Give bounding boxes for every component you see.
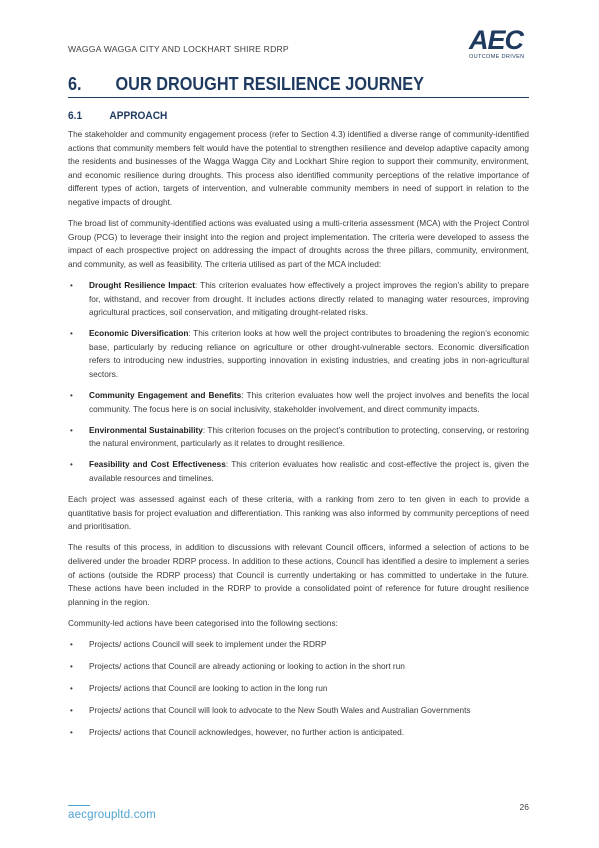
criterion-text: : This criterion evaluates how well the project involves and benefits the local community. The focus here is on social inclusivity, stakeholder involvement, and direct community impacts. [89, 390, 529, 414]
list-item [68, 682, 529, 696]
section-heading [68, 73, 473, 95]
criterion-text: : This criterion looks at how well the project contributes to broadening the region’s economic base, particularly by reducing reliance on agriculture or other drought-vulnerable sectors. Economic diversification refers to introducing new industries, supporting innovation in existing industries, and creating jobs in non-agricultural sectors. [89, 328, 529, 379]
criterion-term: Drought Resilience Impact [89, 279, 196, 290]
category-text: Projects/ actions that Council acknowledges, however, no further action is anticipated. [89, 727, 404, 738]
category-text: Projects/ actions that Council are already actioning or looking to action in the short run [89, 661, 405, 672]
list-item [68, 424, 529, 451]
list-item [68, 704, 529, 718]
running-header: WAGGA WAGGA CITY AND LOCKHART SHIRE RDRP [68, 44, 289, 54]
paragraph: Community-led actions have been categorised into the following sections: [68, 617, 338, 628]
criterion-term: Environmental Sustainability [89, 424, 203, 435]
logo-tagline: OUTCOME DRIVEN [469, 54, 525, 60]
bullet-icon: • [70, 706, 73, 716]
category-text: Projects/ actions that Council are looking to action in the long run [89, 683, 328, 694]
bullet-icon: • [70, 329, 73, 339]
bullet-icon: • [70, 391, 73, 401]
bullet-icon: • [70, 460, 73, 470]
criterion-text: : This criterion focuses on the project’s contribution to protecting, conserving, or restoring the natural environment, particularly as it relates to drought resilience. [89, 424, 529, 449]
body-content [68, 128, 529, 748]
bullet-icon: • [70, 684, 73, 694]
logo-mark: AEC [469, 25, 524, 55]
category-text: Projects/ actions Council will seek to implement under the RDRP [89, 639, 327, 649]
list-item [68, 458, 529, 485]
list-item [68, 389, 529, 416]
subsection-number: 6.1 [68, 110, 83, 122]
subsection-title: APPROACH [109, 110, 168, 122]
list-item [68, 726, 529, 740]
bullet-icon: • [70, 728, 73, 738]
paragraph: The stakeholder and community engagement process (refer to Section 4.3) identified a diverse range of community-identified actions that community members felt would have the potential to strengthen resilience and develop adaptive capacity among the residents and businesses of the Wagga Wagga City and Lockhart Shire region to support their community, environment, and economic resilience during droughts. This process also identified community perceptions of the relative importance of different types of action, targets of intervention, and vulnerable community members in need of support in relation to the negative impacts of drought. [68, 129, 529, 207]
bullet-icon: • [70, 280, 73, 290]
criterion-text: : This criterion evaluates how realistic and cost-effective the project is, given the available resources and timelines. [89, 459, 529, 484]
bullet-icon: • [70, 640, 73, 649]
criteria-list [68, 279, 529, 486]
bullet-icon: • [70, 662, 73, 672]
category-text: Projects/ actions that Council will look to advocate to the New South Wales and Australian Governments [89, 705, 471, 716]
paragraph: The results of this process, in addition to discussions with relevant Council officers, informed a selection of actions to be delivered under the broader RDRP process. In addition to these actions, Council has identified a desire to implement a series of actions (outside the RDRP process) that Council is currently undertaking or has committed to undertake in the future. These actions have been included in the RDRP to provide a consolidated point of reference for future drought resilience planning in the region. [68, 542, 529, 607]
criterion-term: Feasibility and Cost Effectiveness [89, 459, 226, 470]
list-item [68, 327, 529, 381]
heading-divider [68, 97, 529, 98]
list-item [68, 638, 529, 652]
list-item [68, 660, 529, 674]
paragraph: Each project was assessed against each of these criteria, with a ranking from zero to ten given in each to provide a quantitative basis for project evaluation and differentiation. This ranking was also informed by community perceptions of need and prioritisation. [68, 494, 529, 532]
section-number: 6. [68, 73, 82, 94]
paragraph: The broad list of community-identified actions was evaluated using a multi-criteria assessment (MCA) with the Project Control Group (PCG) to leverage their insight into the region and project implementation. The criteria were developed to assess the impact of each prospective project on addressing the impact of droughts across the three pillars, community, environment, and community, as well as feasibility. The criteria utilised as part of the MCA included: [68, 218, 529, 269]
categories-list [68, 638, 529, 740]
page-number: 26 [519, 802, 529, 812]
criterion-term: Community Engagement and Benefits [89, 390, 242, 401]
footer-website-link[interactable]: aecgroupltd.com [68, 809, 157, 821]
subsection-heading [68, 110, 167, 122]
criterion-text: : This criterion evaluates how effectively a project improves the region’s ability to prepare for, withstand, and recover from drought. It includes actions directly related to managing water resources, improving agricultural practices, soil conservation, and mitigating drought-related risks. [89, 279, 529, 318]
footer-accent-rule [68, 805, 90, 806]
list-item [68, 279, 529, 320]
bullet-icon: • [70, 425, 73, 435]
aec-logo [469, 27, 529, 63]
section-title: OUR DROUGHT RESILIENCE JOURNEY [115, 73, 424, 94]
criterion-term: Economic Diversification [89, 328, 189, 339]
